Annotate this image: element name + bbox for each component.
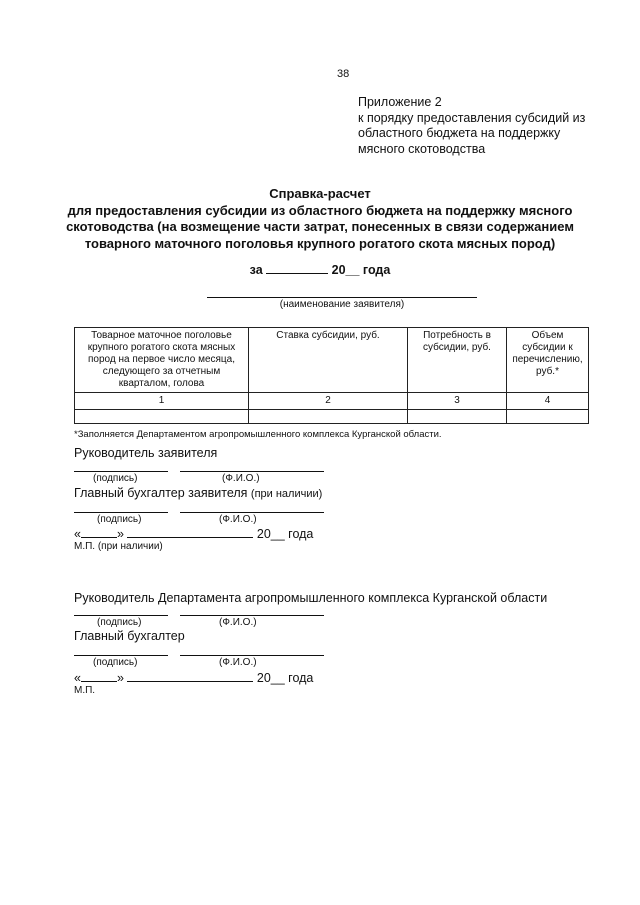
applicant-accountant-sign-line[interactable] bbox=[74, 512, 168, 513]
title-heading: Справка-расчет bbox=[269, 186, 371, 201]
department-head-sign-caption: (подпись) bbox=[97, 617, 142, 628]
applicant-stamp: М.П. (при наличии) bbox=[74, 541, 163, 552]
applicant-accountant-note: (при наличии) bbox=[250, 488, 323, 500]
department-accountant-label: Главный бухгалтер bbox=[74, 629, 185, 643]
applicant-accountant-title: Главный бухгалтер заявителя bbox=[74, 486, 248, 500]
cell-volume[interactable] bbox=[507, 410, 589, 424]
table-number-row bbox=[75, 393, 589, 410]
department-head-name-caption: (Ф.И.О.) bbox=[219, 617, 257, 628]
page-number: 38 bbox=[337, 68, 350, 80]
applicant-accountant-name-caption: (Ф.И.О.) bbox=[219, 514, 257, 525]
department-head-label: Руководитель Департамента агропромышленного комплекса Курганской области bbox=[74, 591, 548, 605]
applicant-head-sign-caption: (подпись) bbox=[93, 473, 138, 484]
cell-need[interactable] bbox=[408, 410, 507, 424]
applicant-date-month-blank[interactable] bbox=[127, 526, 253, 538]
cell-rate[interactable] bbox=[249, 410, 408, 424]
annex-reference bbox=[358, 95, 618, 157]
department-date-day-blank[interactable] bbox=[81, 670, 117, 682]
annex-line-2: к порядку предоставления субсидий из bbox=[358, 110, 586, 125]
applicant-head-label: Руководитель заявителя bbox=[74, 446, 218, 460]
table-data-row bbox=[75, 410, 589, 424]
applicant-date bbox=[74, 526, 313, 541]
period-prefix: за bbox=[249, 263, 263, 277]
department-accountant-sign-line[interactable] bbox=[74, 655, 168, 656]
cell-livestock[interactable] bbox=[75, 410, 249, 424]
department-date bbox=[74, 670, 313, 685]
document-title bbox=[0, 186, 640, 252]
department-head-sign-line[interactable] bbox=[74, 615, 168, 616]
header-volume: Объем субсидии к перечислению, руб.* bbox=[507, 328, 589, 393]
applicant-date-year: 20__ года bbox=[256, 527, 314, 541]
department-accountant-sign-caption: (подпись) bbox=[93, 657, 138, 668]
department-date-close: » bbox=[116, 671, 124, 685]
annex-line-3: областного бюджета на поддержку bbox=[358, 126, 561, 140]
department-date-year: 20__ года bbox=[256, 671, 314, 685]
header-livestock: Товарное маточное поголовье крупного рогатого скота мясных пород на первое число месяца, следующего за отчетным кварталом, голова bbox=[75, 328, 249, 393]
applicant-accountant-label bbox=[74, 486, 322, 500]
applicant-caption: (наименование заявителя) bbox=[279, 299, 405, 310]
applicant-head-sign-line[interactable] bbox=[74, 471, 168, 472]
department-accountant-name-caption: (Ф.И.О.) bbox=[219, 657, 257, 668]
table-header-row bbox=[75, 328, 589, 393]
calculation-table bbox=[74, 327, 589, 424]
title-line-2: скотоводства (на возмещение части затрат, понесенных в связи содержанием bbox=[66, 219, 574, 234]
header-need: Потребность в субсидии, руб. bbox=[408, 328, 507, 393]
title-line-1: для предоставления субсидии из областного бюджета на поддержку мясного bbox=[67, 202, 573, 218]
applicant-name-line[interactable] bbox=[207, 297, 477, 298]
applicant-accountant-name-line[interactable] bbox=[180, 512, 324, 513]
applicant-date-open: « bbox=[74, 527, 81, 541]
applicant-head-name-line[interactable] bbox=[180, 471, 324, 472]
applicant-date-day-blank[interactable] bbox=[81, 526, 117, 538]
department-date-open: « bbox=[74, 671, 81, 685]
title-line-3: товарного маточного поголовья крупного рогатого скота мясных пород) bbox=[84, 235, 556, 251]
applicant-date-close: » bbox=[116, 527, 124, 541]
header-rate: Ставка субсидии, руб. bbox=[249, 328, 408, 393]
department-head-name-line[interactable] bbox=[180, 615, 324, 616]
report-period bbox=[0, 262, 640, 277]
col-number-1: 1 bbox=[75, 393, 249, 410]
col-number-2: 2 bbox=[249, 393, 408, 410]
period-year: 20__ года bbox=[331, 263, 391, 277]
department-date-month-blank[interactable] bbox=[127, 670, 253, 682]
annex-line-4: мясного скотоводства bbox=[358, 141, 486, 156]
annex-line-1: Приложение 2 bbox=[358, 95, 442, 109]
applicant-head-name-caption: (Ф.И.О.) bbox=[222, 473, 260, 484]
footnote: *Заполняется Департаментом агропромышленного комплекса Курганской области. bbox=[74, 429, 442, 440]
col-number-4: 4 bbox=[507, 393, 589, 410]
department-accountant-name-line[interactable] bbox=[180, 655, 324, 656]
period-blank[interactable] bbox=[266, 262, 328, 274]
department-stamp: М.П. bbox=[74, 685, 96, 696]
col-number-3: 3 bbox=[408, 393, 507, 410]
applicant-accountant-sign-caption: (подпись) bbox=[97, 514, 142, 525]
